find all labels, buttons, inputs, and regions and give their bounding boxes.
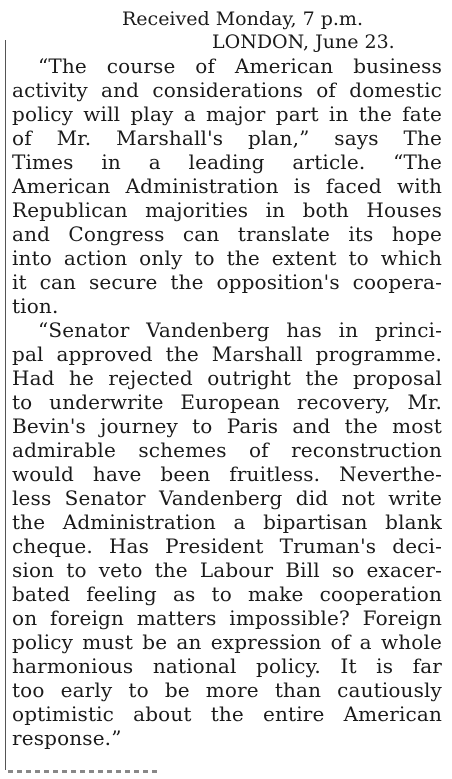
dateline-place-date: LONDON, June 23.	[212, 31, 395, 53]
scan-artifact	[8, 770, 158, 773]
text-line: policy will play a major part in the fate	[12, 102, 442, 126]
text-line: the Administration a bipartisan blank	[12, 510, 442, 534]
text-line: activity and considerations of domestic	[12, 78, 442, 102]
text-line: to underwrite European recovery, Mr.	[12, 390, 442, 414]
text-line: Bevin's journey to Paris and the most	[12, 414, 442, 438]
text-line: “Senator Vandenberg has in princi-	[38, 318, 442, 342]
text-line: of Mr. Marshall's plan,” says The	[12, 126, 442, 150]
text-line: admirable schemes of reconstruction	[12, 438, 442, 462]
text-line: and Congress can translate its hope	[12, 222, 442, 246]
text-line: optimistic about the entire American	[12, 702, 442, 726]
text-line: into action only to the extent to which	[12, 246, 442, 270]
text-line: harmonious national policy. It is far	[12, 654, 442, 678]
text-line: cheque. Has President Truman's deci-	[12, 534, 442, 558]
received-line: Received Monday, 7 p.m.	[122, 8, 363, 30]
text-line: Republican majorities in both Houses	[12, 198, 442, 222]
column-rule	[5, 40, 6, 770]
text-line: pal approved the Marshall programme.	[12, 342, 442, 366]
text-line: on foreign matters impossible? Foreign	[12, 606, 442, 630]
text-line: response.”	[12, 726, 122, 750]
text-line: sion to veto the Labour Bill so exacer-	[12, 558, 442, 582]
text-line: Had he rejected outright the proposal	[12, 366, 442, 390]
text-line: Times in a leading article. “The	[12, 150, 442, 174]
text-line: would have been fruitless. Neverthe-	[12, 462, 442, 486]
text-line: tion.	[12, 294, 59, 318]
text-line: too early to be more than cautiously	[12, 678, 442, 702]
text-line: less Senator Vandenberg did not write	[12, 486, 442, 510]
text-line: American Administration is faced with	[12, 174, 442, 198]
text-line: it can secure the opposition's coopera-	[12, 270, 442, 294]
text-line: “The course of American business	[38, 54, 442, 78]
text-line: bated feeling as to make cooperation	[12, 582, 442, 606]
text-line: policy must be an expression of a whole	[12, 630, 442, 654]
